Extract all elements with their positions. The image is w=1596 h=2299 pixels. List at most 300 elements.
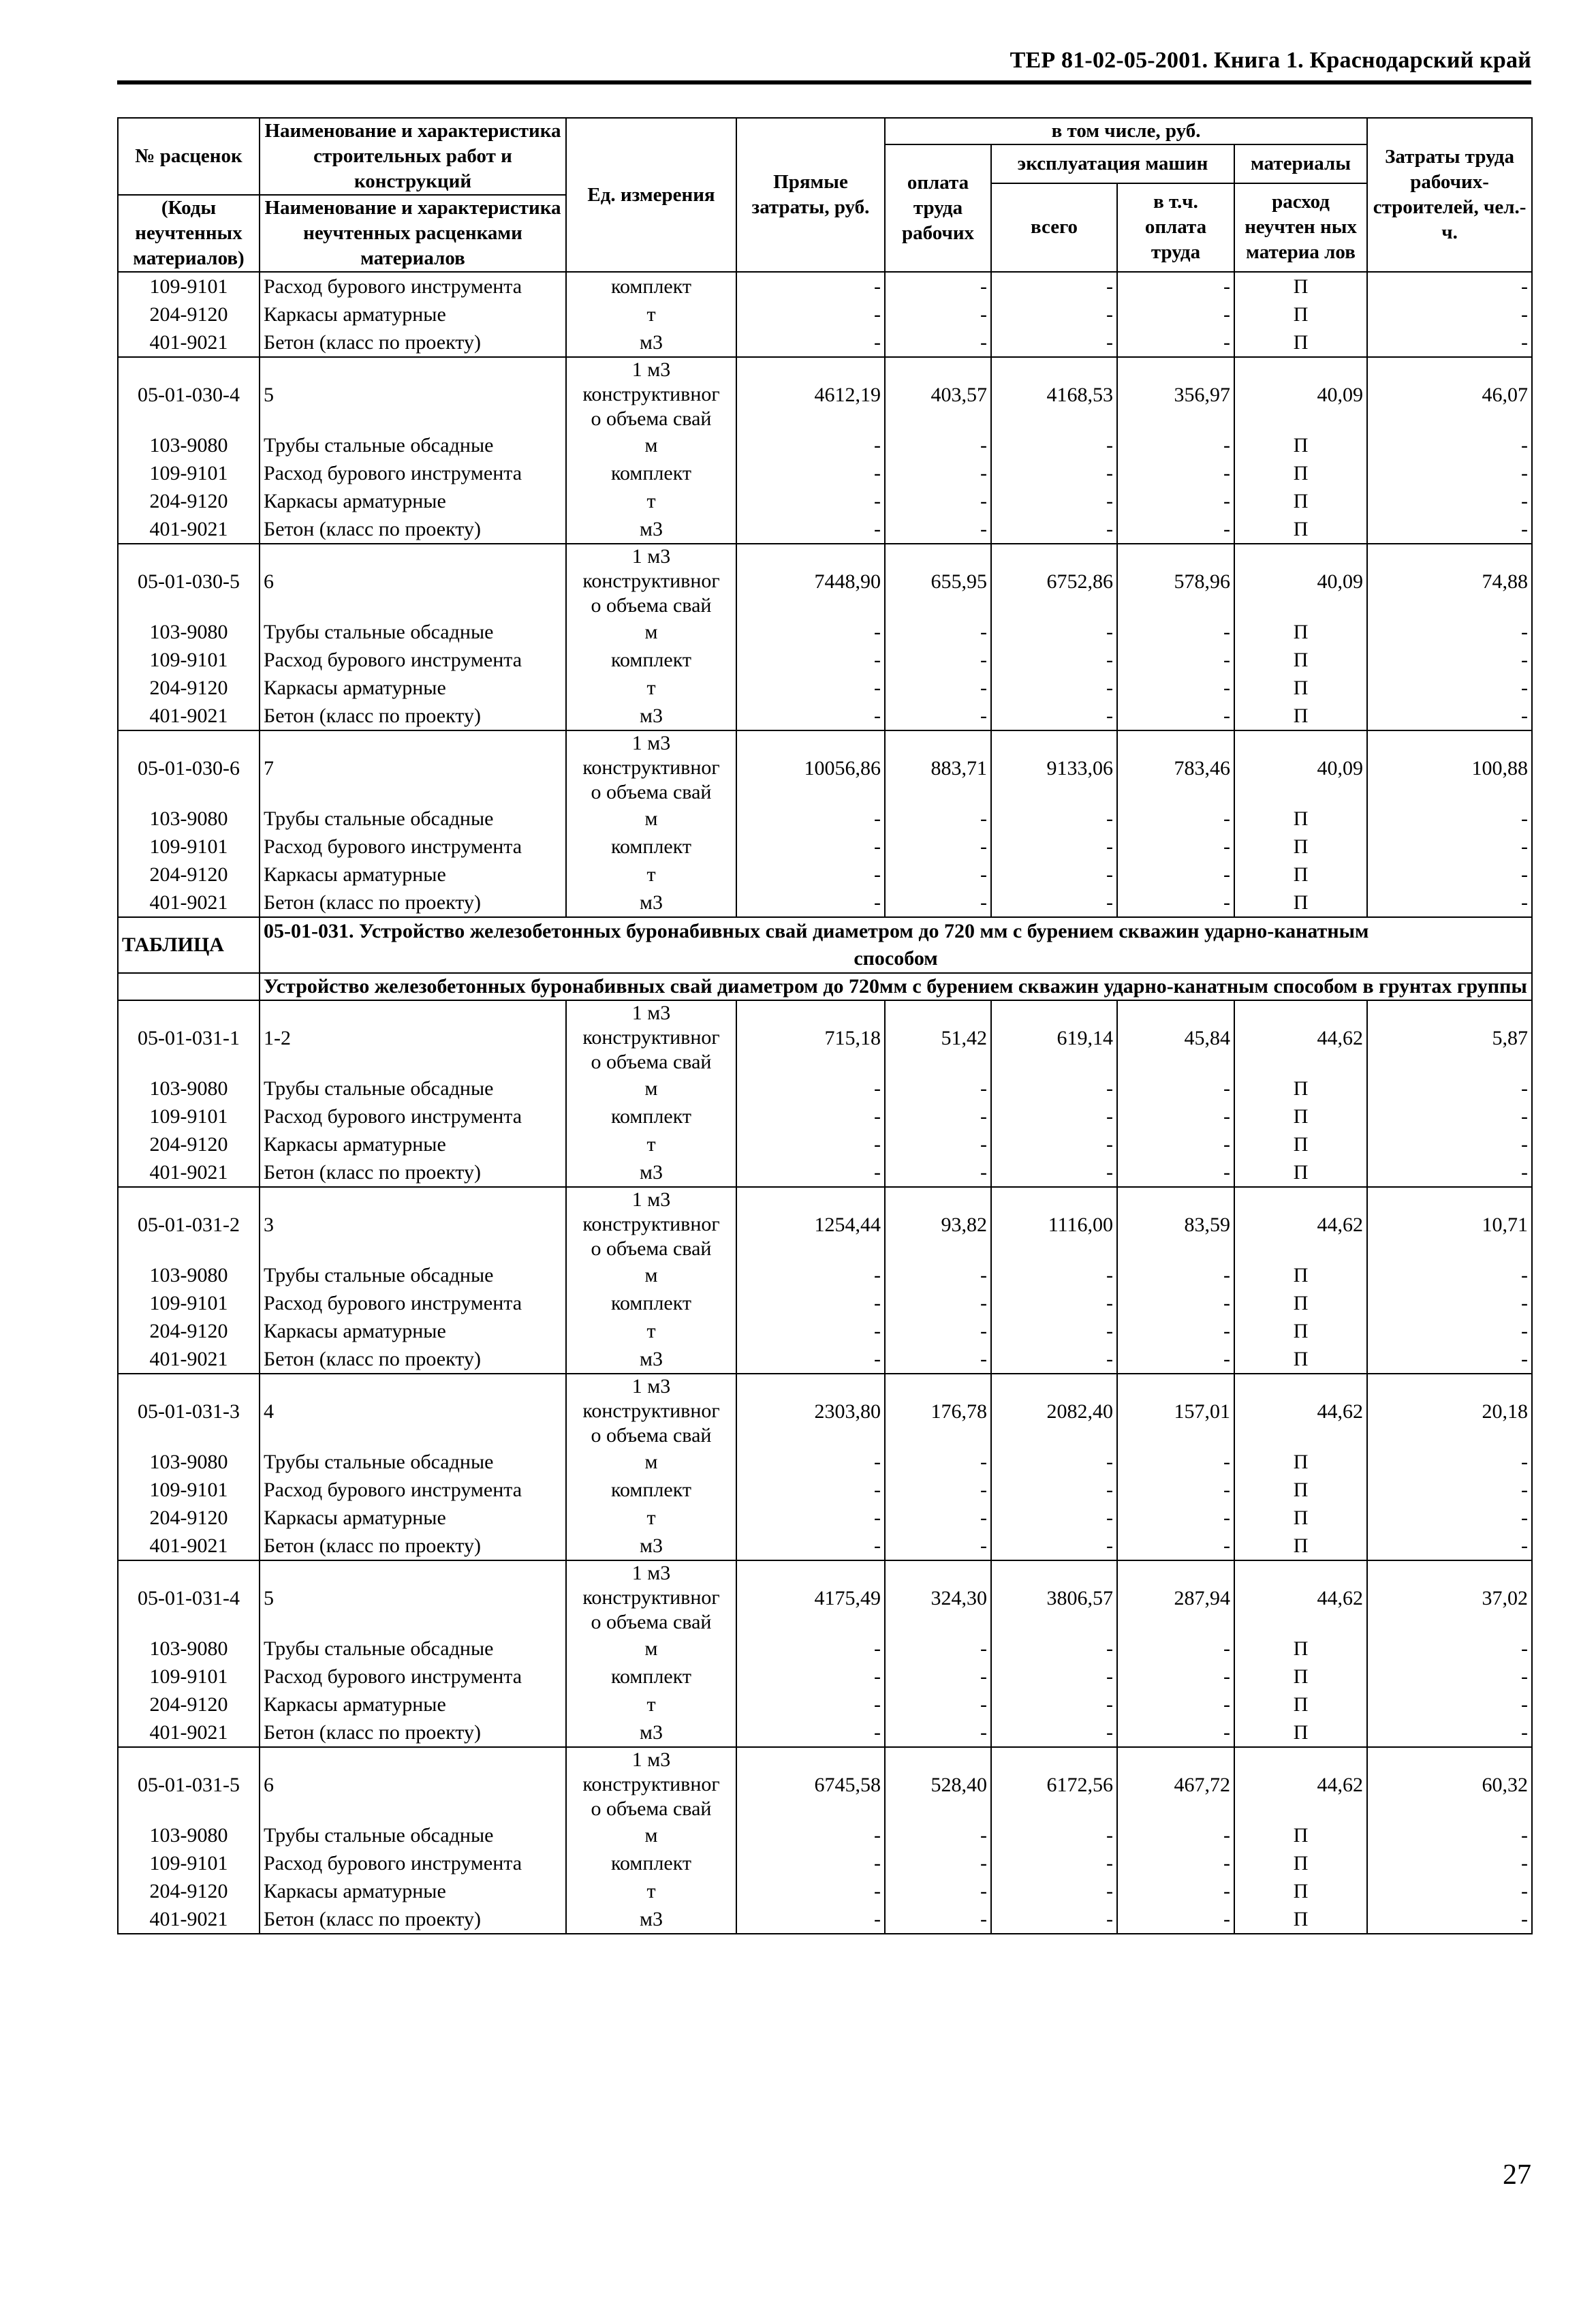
price-code: 05-01-031-1 xyxy=(118,1000,260,1075)
material-mark: П xyxy=(1234,646,1367,674)
labor-pay: - xyxy=(885,1075,991,1102)
running-head: ТЕР 81-02-05-2001. Книга 1. Краснодарский край xyxy=(1010,48,1531,73)
material-mark: П xyxy=(1234,861,1367,889)
material-name: Каркасы арматурные xyxy=(260,1317,566,1345)
col-incl: в том числе, руб. xyxy=(885,118,1367,144)
col-direct: Прямые затраты, руб. xyxy=(736,118,885,272)
col-name-bottom: Наименование и характеристика неучтенных расценками материалов xyxy=(260,195,566,272)
labor-pay: - xyxy=(885,1261,991,1289)
material-row xyxy=(118,618,1532,646)
labor-pay: - xyxy=(885,1448,991,1476)
machine-total: - xyxy=(991,1821,1117,1849)
labor-pay: - xyxy=(885,272,991,300)
price-name: 1-2 xyxy=(260,1000,566,1075)
machine-labor: - xyxy=(1117,459,1234,487)
machine-total: - xyxy=(991,1849,1117,1877)
labor-cost: - xyxy=(1367,1504,1532,1532)
machine-labor: - xyxy=(1117,328,1234,357)
material-row xyxy=(118,1130,1532,1158)
direct-cost: - xyxy=(736,1476,885,1504)
material-name: Каркасы арматурные xyxy=(260,1130,566,1158)
direct-cost: - xyxy=(736,1504,885,1532)
material-mark: П xyxy=(1234,431,1367,459)
labor-pay: - xyxy=(885,618,991,646)
material-code: 204-9120 xyxy=(118,1877,260,1905)
material-row xyxy=(118,1158,1532,1187)
material-row xyxy=(118,1476,1532,1504)
direct-cost: 1254,44 xyxy=(736,1187,885,1261)
price-code: 05-01-031-3 xyxy=(118,1374,260,1448)
direct-cost: - xyxy=(736,1289,885,1317)
machine-labor: - xyxy=(1117,618,1234,646)
direct-cost: - xyxy=(736,1158,885,1187)
direct-cost: - xyxy=(736,1691,885,1718)
material-unit: м xyxy=(566,1821,736,1849)
machine-total: - xyxy=(991,459,1117,487)
unit-line: 1 м3 xyxy=(631,545,671,568)
labor-cost: - xyxy=(1367,1158,1532,1187)
table-title-row xyxy=(118,917,1532,973)
material-mark: П xyxy=(1234,1102,1367,1130)
labor-cost: 10,71 xyxy=(1367,1187,1532,1261)
material-row xyxy=(118,431,1532,459)
material-code: 109-9101 xyxy=(118,1849,260,1877)
price-row xyxy=(118,1560,1532,1635)
labor-cost: - xyxy=(1367,487,1532,515)
material-mark: П xyxy=(1234,674,1367,702)
machine-labor: - xyxy=(1117,861,1234,889)
material-name: Каркасы арматурные xyxy=(260,300,566,328)
machine-total: 6752,86 xyxy=(991,544,1117,618)
section-empty xyxy=(118,973,260,1000)
price-name: 6 xyxy=(260,544,566,618)
material-name: Трубы стальные обсадные xyxy=(260,431,566,459)
unit-line: конструктивног xyxy=(582,1773,720,1795)
machine-labor: - xyxy=(1117,674,1234,702)
machine-labor: 467,72 xyxy=(1117,1747,1234,1821)
material-row xyxy=(118,1821,1532,1849)
labor-cost: - xyxy=(1367,272,1532,300)
unit-line: 1 м3 xyxy=(631,1002,671,1024)
material-mark: П xyxy=(1234,805,1367,833)
direct-cost: - xyxy=(736,515,885,544)
material-unit: комплект xyxy=(566,833,736,861)
unit-line: о объема свай xyxy=(591,594,712,617)
labor-pay: 528,40 xyxy=(885,1747,991,1821)
direct-cost: - xyxy=(736,1877,885,1905)
labor-cost: 46,07 xyxy=(1367,357,1532,431)
labor-cost: - xyxy=(1367,1718,1532,1747)
material-name: Каркасы арматурные xyxy=(260,1691,566,1718)
material-unit: комплект xyxy=(566,1289,736,1317)
material-name: Трубы стальные обсадные xyxy=(260,1261,566,1289)
material-row xyxy=(118,515,1532,544)
machine-total: - xyxy=(991,1663,1117,1691)
labor-cost: 60,32 xyxy=(1367,1747,1532,1821)
material-mark: П xyxy=(1234,1075,1367,1102)
machine-total: 3806,57 xyxy=(991,1560,1117,1635)
machine-total: - xyxy=(991,861,1117,889)
machine-labor: 287,94 xyxy=(1117,1560,1234,1635)
material-row xyxy=(118,1317,1532,1345)
material-code: 103-9080 xyxy=(118,1821,260,1849)
material-code: 204-9120 xyxy=(118,1317,260,1345)
direct-cost: - xyxy=(736,1905,885,1934)
material-code: 204-9120 xyxy=(118,1130,260,1158)
material-name: Трубы стальные обсадные xyxy=(260,1075,566,1102)
unit-line: о объема свай xyxy=(591,781,712,803)
machine-total: - xyxy=(991,833,1117,861)
price-name: 7 xyxy=(260,730,566,805)
table-title-line: 05-01-031. Устройство железобетонных буронабивных свай диаметром до 720 мм с бурением скважин ударно-канатным xyxy=(264,920,1369,942)
direct-cost: 715,18 xyxy=(736,1000,885,1075)
material-code: 109-9101 xyxy=(118,1476,260,1504)
material-unit: м xyxy=(566,805,736,833)
machine-labor: - xyxy=(1117,1905,1234,1934)
material-unit: комплект xyxy=(566,646,736,674)
material-name: Бетон (класс по проекту) xyxy=(260,1158,566,1187)
material-mark: П xyxy=(1234,1504,1367,1532)
header-rule xyxy=(117,80,1531,84)
direct-cost: - xyxy=(736,431,885,459)
material-name: Расход бурового инструмента xyxy=(260,1289,566,1317)
material-unit: т xyxy=(566,861,736,889)
unit-line: конструктивног xyxy=(582,570,720,592)
labor-pay: - xyxy=(885,861,991,889)
direct-cost: 10056,86 xyxy=(736,730,885,805)
material-unit: комплект xyxy=(566,1476,736,1504)
labor-cost: 74,88 xyxy=(1367,544,1532,618)
labor-cost: - xyxy=(1367,1345,1532,1374)
page-number: 27 xyxy=(1503,2159,1531,2191)
labor-pay: - xyxy=(885,300,991,328)
machine-total: 4168,53 xyxy=(991,357,1117,431)
machine-labor: - xyxy=(1117,272,1234,300)
material-name: Каркасы арматурные xyxy=(260,487,566,515)
price-name: 5 xyxy=(260,1560,566,1635)
material-code: 109-9101 xyxy=(118,1663,260,1691)
material-unit: м3 xyxy=(566,702,736,730)
machine-total: - xyxy=(991,1504,1117,1532)
labor-cost: - xyxy=(1367,889,1532,917)
price-code: 05-01-031-4 xyxy=(118,1560,260,1635)
col-code-top: № расценок xyxy=(118,118,260,195)
machine-labor: - xyxy=(1117,1261,1234,1289)
price-row xyxy=(118,357,1532,431)
machine-total: - xyxy=(991,646,1117,674)
machine-total: - xyxy=(991,1532,1117,1560)
machine-total: 9133,06 xyxy=(991,730,1117,805)
unit-line: 1 м3 xyxy=(631,1562,671,1584)
material-mark: П xyxy=(1234,300,1367,328)
labor-cost: - xyxy=(1367,1663,1532,1691)
material-code: 401-9021 xyxy=(118,1345,260,1374)
material-mark: П xyxy=(1234,1905,1367,1934)
material-row xyxy=(118,1905,1532,1934)
machine-labor: - xyxy=(1117,1289,1234,1317)
price-row xyxy=(118,1187,1532,1261)
unit-line: о объема свай xyxy=(591,407,712,430)
direct-cost: - xyxy=(736,618,885,646)
material-mark: П xyxy=(1234,1532,1367,1560)
price-unit xyxy=(566,1187,736,1261)
price-unit xyxy=(566,1560,736,1635)
machine-total: - xyxy=(991,805,1117,833)
labor-cost: - xyxy=(1367,674,1532,702)
labor-cost: - xyxy=(1367,1691,1532,1718)
material-mark: П xyxy=(1234,459,1367,487)
labor-pay: - xyxy=(885,1849,991,1877)
material-mark: П xyxy=(1234,1691,1367,1718)
unit-line: конструктивног xyxy=(582,1026,720,1049)
unit-line: 1 м3 xyxy=(631,1748,671,1771)
section-title: Устройство железобетонных буронабивных свай диаметром до 720мм с бурением скважин ударно-канатным способом в грунтах группы xyxy=(260,973,1532,1000)
col-labor-pay: оплата труда рабочих xyxy=(885,144,991,272)
labor-pay: - xyxy=(885,833,991,861)
material-code: 204-9120 xyxy=(118,861,260,889)
material-name: Бетон (класс по проекту) xyxy=(260,702,566,730)
labor-pay: 176,78 xyxy=(885,1374,991,1448)
labor-pay: - xyxy=(885,1877,991,1905)
direct-cost: - xyxy=(736,861,885,889)
price-unit xyxy=(566,1374,736,1448)
material-name: Каркасы арматурные xyxy=(260,674,566,702)
material-mark: П xyxy=(1234,618,1367,646)
materials-cost: 44,62 xyxy=(1234,1747,1367,1821)
price-row xyxy=(118,544,1532,618)
material-mark: П xyxy=(1234,272,1367,300)
material-code: 109-9101 xyxy=(118,1102,260,1130)
material-name: Трубы стальные обсадные xyxy=(260,805,566,833)
price-unit xyxy=(566,544,736,618)
direct-cost: - xyxy=(736,1663,885,1691)
material-unit: т xyxy=(566,1317,736,1345)
machine-total: - xyxy=(991,1635,1117,1663)
direct-cost: - xyxy=(736,1849,885,1877)
material-code: 103-9080 xyxy=(118,1448,260,1476)
materials-cost: 40,09 xyxy=(1234,357,1367,431)
material-code: 109-9101 xyxy=(118,833,260,861)
unit-line: конструктивног xyxy=(582,756,720,779)
material-unit: м3 xyxy=(566,1532,736,1560)
machine-total: - xyxy=(991,328,1117,357)
labor-pay: 51,42 xyxy=(885,1000,991,1075)
machine-labor: - xyxy=(1117,1075,1234,1102)
labor-pay: - xyxy=(885,1158,991,1187)
labor-pay: - xyxy=(885,1532,991,1560)
material-code: 401-9021 xyxy=(118,1905,260,1934)
material-code: 109-9101 xyxy=(118,272,260,300)
labor-pay: - xyxy=(885,1102,991,1130)
material-row xyxy=(118,861,1532,889)
material-row xyxy=(118,1448,1532,1476)
material-unit: м xyxy=(566,431,736,459)
direct-cost: - xyxy=(736,1317,885,1345)
machine-total: - xyxy=(991,674,1117,702)
price-row xyxy=(118,1747,1532,1821)
material-row xyxy=(118,328,1532,357)
labor-cost: - xyxy=(1367,1261,1532,1289)
machine-total: - xyxy=(991,1905,1117,1934)
machine-total: - xyxy=(991,1289,1117,1317)
material-name: Расход бурового инструмента xyxy=(260,646,566,674)
direct-cost: - xyxy=(736,702,885,730)
material-unit: м xyxy=(566,618,736,646)
material-name: Расход бурового инструмента xyxy=(260,1849,566,1877)
machine-labor: 45,84 xyxy=(1117,1000,1234,1075)
material-code: 401-9021 xyxy=(118,889,260,917)
machine-total: - xyxy=(991,431,1117,459)
labor-cost: - xyxy=(1367,1317,1532,1345)
material-unit: м xyxy=(566,1261,736,1289)
material-code: 109-9101 xyxy=(118,646,260,674)
price-unit xyxy=(566,730,736,805)
material-unit: м3 xyxy=(566,1718,736,1747)
material-code: 103-9080 xyxy=(118,805,260,833)
material-mark: П xyxy=(1234,1663,1367,1691)
machine-total: - xyxy=(991,702,1117,730)
material-name: Трубы стальные обсадные xyxy=(260,1821,566,1849)
machine-total: - xyxy=(991,300,1117,328)
material-mark: П xyxy=(1234,515,1367,544)
material-unit: т xyxy=(566,674,736,702)
machine-labor: - xyxy=(1117,1130,1234,1158)
material-row xyxy=(118,1075,1532,1102)
material-mark: П xyxy=(1234,1718,1367,1747)
machine-total: - xyxy=(991,1448,1117,1476)
direct-cost: - xyxy=(736,1821,885,1849)
labor-pay: - xyxy=(885,487,991,515)
direct-cost: - xyxy=(736,646,885,674)
labor-pay: - xyxy=(885,1345,991,1374)
machine-total: - xyxy=(991,1691,1117,1718)
material-row xyxy=(118,1691,1532,1718)
material-unit: т xyxy=(566,1504,736,1532)
machine-total: - xyxy=(991,1718,1117,1747)
materials-cost: 44,62 xyxy=(1234,1560,1367,1635)
labor-pay: 403,57 xyxy=(885,357,991,431)
labor-pay: - xyxy=(885,1691,991,1718)
material-mark: П xyxy=(1234,889,1367,917)
labor-pay: 93,82 xyxy=(885,1187,991,1261)
unit-line: конструктивног xyxy=(582,1213,720,1235)
labor-cost: - xyxy=(1367,702,1532,730)
material-code: 204-9120 xyxy=(118,674,260,702)
labor-cost: - xyxy=(1367,1905,1532,1934)
labor-pay: - xyxy=(885,1905,991,1934)
labor-pay: - xyxy=(885,1718,991,1747)
material-name: Бетон (класс по проекту) xyxy=(260,328,566,357)
table-body xyxy=(118,272,1532,1934)
price-row xyxy=(118,1374,1532,1448)
labor-pay: - xyxy=(885,805,991,833)
material-name: Бетон (класс по проекту) xyxy=(260,1345,566,1374)
material-name: Бетон (класс по проекту) xyxy=(260,1905,566,1934)
material-row xyxy=(118,674,1532,702)
material-mark: П xyxy=(1234,487,1367,515)
material-code: 204-9120 xyxy=(118,1691,260,1718)
price-code: 05-01-030-6 xyxy=(118,730,260,805)
material-mark: П xyxy=(1234,1849,1367,1877)
labor-cost: - xyxy=(1367,805,1532,833)
material-mark: П xyxy=(1234,1261,1367,1289)
labor-pay: - xyxy=(885,1821,991,1849)
material-row xyxy=(118,1102,1532,1130)
machine-total: 6172,56 xyxy=(991,1747,1117,1821)
labor-pay: - xyxy=(885,702,991,730)
labor-cost: - xyxy=(1367,618,1532,646)
material-code: 401-9021 xyxy=(118,328,260,357)
col-labor-cost: Затраты труда рабочих-строителей, чел.-ч. xyxy=(1367,118,1532,272)
col-code-bottom: (Коды неучтенных материалов) xyxy=(118,195,260,272)
unit-line: конструктивног xyxy=(582,1586,720,1609)
labor-pay: 655,95 xyxy=(885,544,991,618)
unit-line: 1 м3 xyxy=(631,732,671,754)
machine-labor: 157,01 xyxy=(1117,1374,1234,1448)
material-unit: комплект xyxy=(566,459,736,487)
material-unit: м3 xyxy=(566,328,736,357)
material-mark: П xyxy=(1234,1158,1367,1187)
machine-labor: - xyxy=(1117,515,1234,544)
material-unit: м3 xyxy=(566,1905,736,1934)
col-name-top: Наименование и характеристика строительных работ и конструкций xyxy=(260,118,566,195)
material-mark: П xyxy=(1234,1448,1367,1476)
materials-cost: 44,62 xyxy=(1234,1187,1367,1261)
material-code: 401-9021 xyxy=(118,1718,260,1747)
material-code: 401-9021 xyxy=(118,1158,260,1187)
machine-labor: - xyxy=(1117,1102,1234,1130)
material-mark: П xyxy=(1234,1130,1367,1158)
price-code: 05-01-031-2 xyxy=(118,1187,260,1261)
unit-line: 1 м3 xyxy=(631,1375,671,1398)
machine-labor: - xyxy=(1117,1718,1234,1747)
unit-line: о объема свай xyxy=(591,1424,712,1447)
machine-total: - xyxy=(991,618,1117,646)
direct-cost: - xyxy=(736,328,885,357)
material-name: Расход бурового инструмента xyxy=(260,1476,566,1504)
direct-cost: 7448,90 xyxy=(736,544,885,618)
material-unit: м3 xyxy=(566,515,736,544)
material-row xyxy=(118,1663,1532,1691)
material-code: 401-9021 xyxy=(118,1532,260,1560)
material-unit: м3 xyxy=(566,1158,736,1187)
table-title xyxy=(260,917,1532,973)
material-name: Бетон (класс по проекту) xyxy=(260,1532,566,1560)
material-row xyxy=(118,702,1532,730)
material-code: 103-9080 xyxy=(118,1261,260,1289)
material-name: Каркасы арматурные xyxy=(260,1877,566,1905)
direct-cost: 4612,19 xyxy=(736,357,885,431)
labor-pay: - xyxy=(885,515,991,544)
unit-line: конструктивног xyxy=(582,383,720,405)
direct-cost: - xyxy=(736,300,885,328)
machine-labor: - xyxy=(1117,1345,1234,1374)
direct-cost: - xyxy=(736,1635,885,1663)
table-header xyxy=(118,118,1532,272)
labor-cost: - xyxy=(1367,1075,1532,1102)
direct-cost: - xyxy=(736,1130,885,1158)
material-unit: м xyxy=(566,1635,736,1663)
material-code: 204-9120 xyxy=(118,300,260,328)
material-unit: т xyxy=(566,1877,736,1905)
price-row xyxy=(118,730,1532,805)
machine-labor: - xyxy=(1117,1476,1234,1504)
price-code: 05-01-030-5 xyxy=(118,544,260,618)
material-name: Трубы стальные обсадные xyxy=(260,1635,566,1663)
material-name: Расход бурового инструмента xyxy=(260,272,566,300)
price-unit xyxy=(566,1747,736,1821)
material-code: 401-9021 xyxy=(118,515,260,544)
